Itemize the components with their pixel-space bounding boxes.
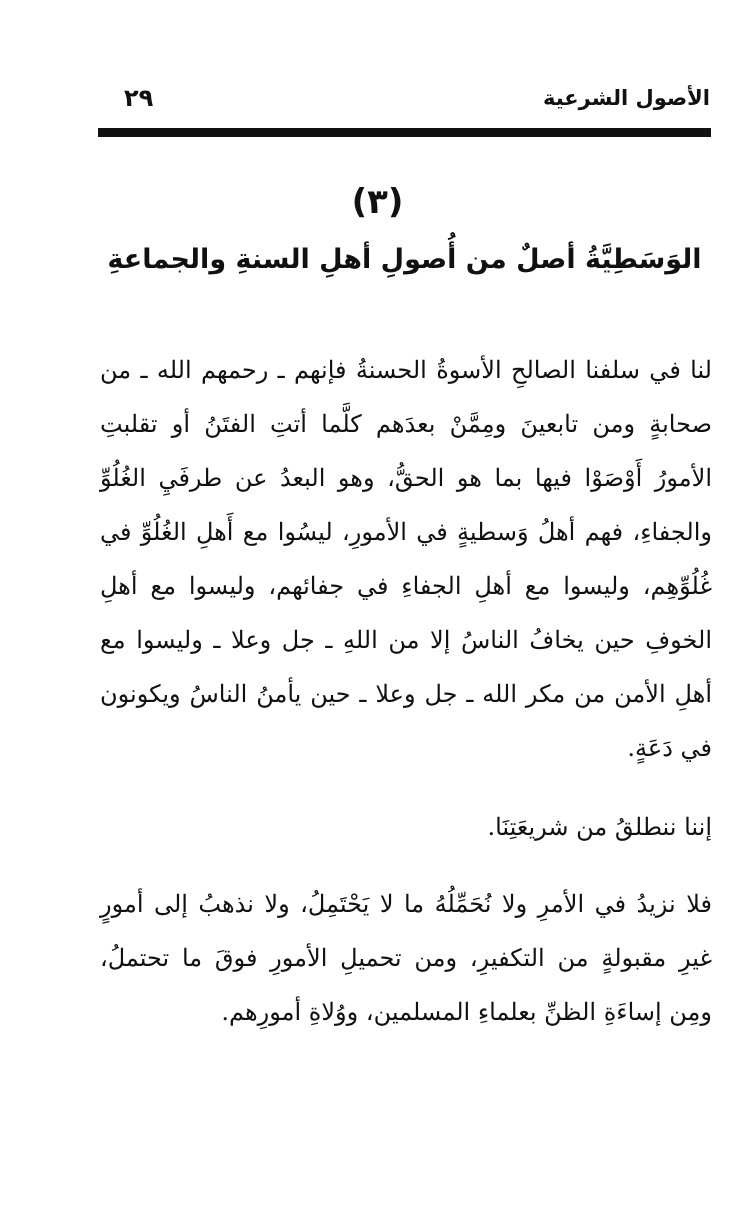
running-header	[98, 82, 710, 122]
body-paragraph	[100, 877, 712, 1039]
chapter-title: الوَسَطِيَّةُ أصلٌ من أُصولِ أهلِ السنةِ والجماعةِ	[107, 244, 702, 275]
chapter-number: (٣)	[351, 182, 404, 222]
body-paragraph	[100, 343, 712, 775]
paragraph-text: إننا ننطلقُ من شريعَتِنَا.	[487, 813, 712, 841]
page-number: ٢٩	[124, 84, 154, 112]
body-paragraph	[100, 800, 712, 854]
paragraph-text: فلا نزيدُ في الأمرِ ولا نُحَمِّلُهُ ما لا يَحْتَمِلُ، ولا نذهبُ إلى أمورٍ غيرِ مقبولةٍ من التكفيرِ، ومن تحميلِ الأمورِ فوقَ ما تحتملُ، ومِن إساءَةِ الظنِّ بعلماءِ المسلمين، ووُلاةِ أمورِهم.	[100, 890, 712, 1026]
running-title: الأصول الشرعية	[543, 86, 710, 110]
paragraph-text: لنا في سلفنا الصالحِ الأسوةُ الحسنةُ فإنهم ـ رحمهم الله ـ من صحابةٍ ومن تابعينَ ومِمَّنْ بعدَهم كلَّما أتتِ الفتَنُ أو تقلبتِ الأمورُ أَوْصَوْا فيها بما هو الحقُّ، وهو البعدُ عن طرفَيِ الغُلُوِّ والجفاءِ، فهم أهلُ وَسطيةٍ في الأمورِ، ليسُوا مع أَهلِ الغُلُوِّ في غُلُوِّهِم، وليسوا مع أهلِ الجفاءِ في جفائهم، وليسوا مع أهلِ الخوفِ حين يخافُ الناسُ إلا من اللهِ ـ جل وعلا ـ وليسوا مع أهلِ الأمن من مكر الله ـ جل وعلا ـ حين يأمنُ الناسُ ويكونون في دَعَةٍ.	[100, 356, 712, 762]
header-rule	[98, 128, 711, 137]
